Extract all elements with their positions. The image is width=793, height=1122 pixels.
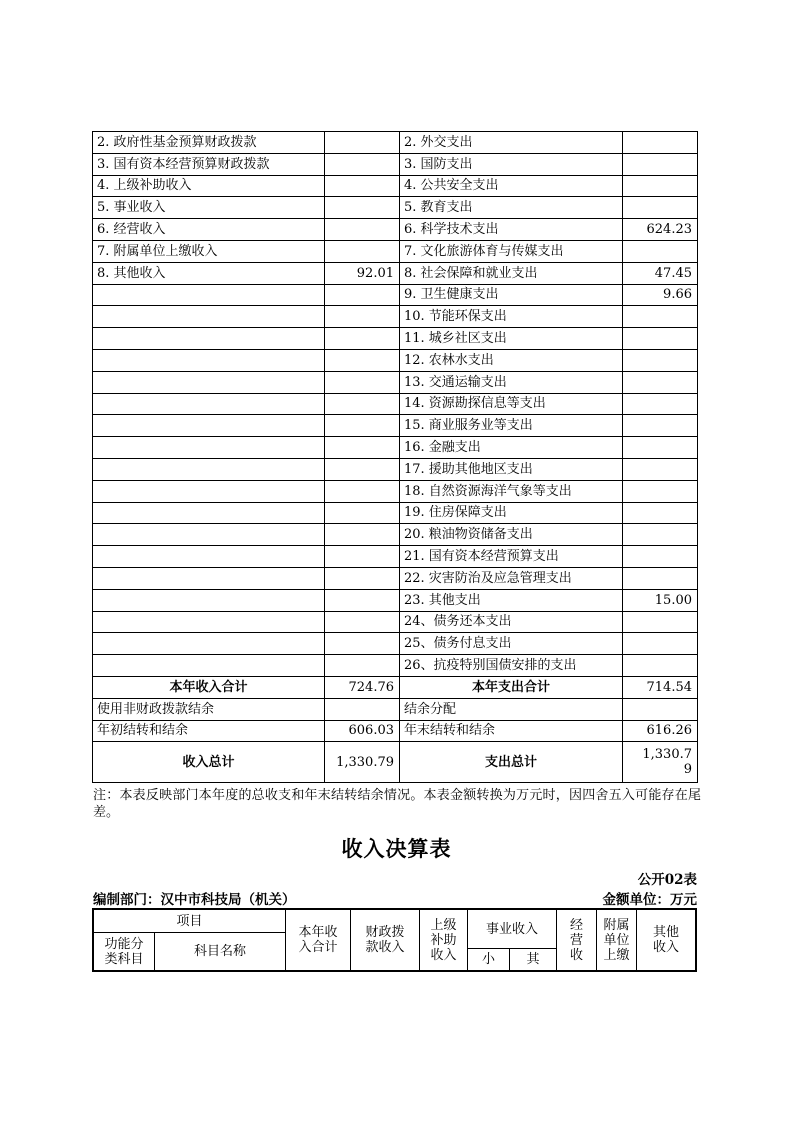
- expense-item-cell: 16. 金融支出: [400, 437, 623, 459]
- income-item-cell: [93, 567, 325, 589]
- income-value-cell: [325, 219, 400, 241]
- summary-row: [93, 480, 698, 502]
- summary-row: [93, 197, 698, 219]
- header-affiliated-remit: 附属单位上缴: [597, 910, 637, 970]
- income-value-cell: 92.01: [325, 262, 400, 284]
- carryover-begin-value: 606.03: [325, 720, 400, 742]
- expense-value-cell: [623, 328, 698, 350]
- income-value-cell: [325, 502, 400, 524]
- summary-row: [93, 240, 698, 262]
- income-item-cell: [93, 393, 325, 415]
- expense-value-cell: 624.23: [623, 219, 698, 241]
- expense-value-cell: [623, 197, 698, 219]
- expense-value-cell: [623, 611, 698, 633]
- income-value-cell: [325, 197, 400, 219]
- table-code: 公开02表: [637, 872, 697, 888]
- expense-item-cell: 20. 粮油物资储备支出: [400, 524, 623, 546]
- expense-value-cell: 15.00: [623, 589, 698, 611]
- income-value-cell: [325, 132, 400, 154]
- non-fiscal-value: [325, 698, 400, 720]
- summary-row: [93, 349, 698, 371]
- summary-row: [93, 502, 698, 524]
- expense-value-cell: [623, 371, 698, 393]
- summary-row: [93, 328, 698, 350]
- income-total-value: 1,330.79: [325, 742, 400, 783]
- expense-item-cell: 15. 商业服务业等支出: [400, 415, 623, 437]
- income-item-cell: [93, 328, 325, 350]
- income-value-cell: [325, 458, 400, 480]
- summary-table-body: [93, 132, 698, 677]
- summary-row: [93, 132, 698, 154]
- expense-total-label: 支出总计: [400, 742, 623, 783]
- summary-row: [93, 524, 698, 546]
- expense-value-cell: [623, 437, 698, 459]
- income-value-cell: [325, 524, 400, 546]
- income-value-cell: [325, 306, 400, 328]
- income-item-cell: 5. 事业收入: [93, 197, 325, 219]
- carryover-end-label: 年末结转和结余: [400, 720, 623, 742]
- income-item-cell: [93, 611, 325, 633]
- summary-table: [92, 131, 698, 783]
- expense-item-cell: 12. 农林水支出: [400, 349, 623, 371]
- summary-row: [93, 393, 698, 415]
- expense-item-cell: 6. 科学技术支出: [400, 219, 623, 241]
- header-project: 项目: [94, 910, 286, 933]
- header-subject-name: 科目名称: [155, 933, 286, 970]
- expense-item-cell: 18. 自然资源海洋气象等支出: [400, 480, 623, 502]
- income-item-cell: 4. 上级补助收入: [93, 175, 325, 197]
- summary-row: [93, 437, 698, 459]
- summary-row: [93, 371, 698, 393]
- expense-item-cell: 8. 社会保障和就业支出: [400, 262, 623, 284]
- expense-item-cell: 19. 住房保障支出: [400, 502, 623, 524]
- expense-item-cell: 17. 援助其他地区支出: [400, 458, 623, 480]
- income-value-cell: [325, 328, 400, 350]
- income-item-cell: [93, 306, 325, 328]
- carryover-row: [93, 720, 698, 742]
- income-item-cell: [93, 655, 325, 677]
- income-item-cell: [93, 502, 325, 524]
- non-fiscal-label: 使用非财政拨款结余: [93, 698, 325, 720]
- expense-value-cell: [623, 132, 698, 154]
- expense-item-cell: 14. 资源勘探信息等支出: [400, 393, 623, 415]
- summary-row: [93, 306, 698, 328]
- expense-value-cell: [623, 524, 698, 546]
- expense-item-cell: 5. 教育支出: [400, 197, 623, 219]
- header-business-income: 事业收入: [468, 910, 557, 949]
- expense-value-cell: [623, 655, 698, 677]
- income-item-cell: 2. 政府性基金预算财政拨款: [93, 132, 325, 154]
- summary-row: [93, 458, 698, 480]
- income-item-cell: 3. 国有资本经营预算财政拨款: [93, 153, 325, 175]
- income-value-cell: [325, 284, 400, 306]
- summary-row: [93, 219, 698, 241]
- expense-value-cell: [623, 546, 698, 568]
- income-value-cell: [325, 589, 400, 611]
- expense-value-cell: [623, 153, 698, 175]
- expense-item-cell: 26、抗疫特别国债安排的支出: [400, 655, 623, 677]
- expense-item-cell: 7. 文化旅游体育与传媒支出: [400, 240, 623, 262]
- income-value-cell: [325, 371, 400, 393]
- surplus-alloc-label: 结余分配: [400, 698, 623, 720]
- annual-subtotal-row: [93, 676, 698, 698]
- expense-item-cell: 22. 灾害防治及应急管理支出: [400, 567, 623, 589]
- expense-value-cell: [623, 633, 698, 655]
- income-item-cell: [93, 458, 325, 480]
- income-value-cell: [325, 567, 400, 589]
- header-operating-income: 经营收: [557, 910, 597, 970]
- expense-total-value: 1,330.79: [623, 742, 698, 783]
- expense-value-cell: [623, 502, 698, 524]
- header-sub-qi: 其: [510, 949, 557, 970]
- income-value-cell: [325, 546, 400, 568]
- expense-item-cell: 23. 其他支出: [400, 589, 623, 611]
- summary-row: [93, 546, 698, 568]
- income-item-cell: [93, 437, 325, 459]
- income-item-cell: [93, 524, 325, 546]
- summary-row: [93, 262, 698, 284]
- income-item-cell: [93, 371, 325, 393]
- income-item-cell: [93, 633, 325, 655]
- expense-value-cell: [623, 480, 698, 502]
- income-value-cell: [325, 415, 400, 437]
- expense-value-cell: [623, 415, 698, 437]
- income-value-cell: [325, 240, 400, 262]
- summary-row: [93, 175, 698, 197]
- expense-value-cell: [623, 306, 698, 328]
- summary-row: [93, 567, 698, 589]
- header-superior-subsidy: 上级补助收入: [420, 910, 468, 970]
- income-item-cell: [93, 480, 325, 502]
- summary-row: [93, 633, 698, 655]
- income-item-cell: 8. 其他收入: [93, 262, 325, 284]
- expense-value-cell: [623, 349, 698, 371]
- income-item-cell: [93, 546, 325, 568]
- expense-value-cell: [623, 175, 698, 197]
- table-footnote: 注：本表反映部门本年度的总收支和年末结转结余情况。本表金额转换为万元时，因四舍五入可能存在尾差。: [93, 788, 701, 820]
- page-title: 收入决算表: [341, 836, 452, 861]
- expense-item-cell: 24、债务还本支出: [400, 611, 623, 633]
- summary-row: [93, 153, 698, 175]
- income-subtotal-value: 724.76: [325, 676, 400, 698]
- surplus-alloc-value: [623, 698, 698, 720]
- header-fiscal-approp: 财政拨款收入: [351, 910, 420, 970]
- expense-item-cell: 2. 外交支出: [400, 132, 623, 154]
- carryover-begin-label: 年初结转和结余: [93, 720, 325, 742]
- expense-subtotal-value: 714.54: [623, 676, 698, 698]
- income-value-cell: [325, 349, 400, 371]
- expense-item-cell: 13. 交通运输支出: [400, 371, 623, 393]
- income-value-cell: [325, 611, 400, 633]
- expense-value-cell: [623, 240, 698, 262]
- summary-row: [93, 655, 698, 677]
- summary-row: [93, 589, 698, 611]
- summary-row: [93, 415, 698, 437]
- expense-value-cell: [623, 458, 698, 480]
- expense-value-cell: [623, 567, 698, 589]
- expense-item-cell: 21. 国有资本经营预算支出: [400, 546, 623, 568]
- meta-line: [93, 888, 697, 908]
- income-value-cell: [325, 175, 400, 197]
- grand-total-row: [93, 742, 698, 783]
- amount-unit: 金额单位：万元: [602, 892, 697, 908]
- income-value-cell: [325, 393, 400, 415]
- income-value-cell: [325, 655, 400, 677]
- income-subtotal-label: 本年收入合计: [93, 676, 325, 698]
- expense-item-cell: 10. 节能环保支出: [400, 306, 623, 328]
- expense-item-cell: 25、债务付息支出: [400, 633, 623, 655]
- income-item-cell: [93, 349, 325, 371]
- expense-item-cell: 9. 卫生健康支出: [400, 284, 623, 306]
- expense-item-cell: 11. 城乡社区支出: [400, 328, 623, 350]
- header-sub-small: 小: [468, 949, 510, 970]
- expense-item-cell: 4. 公共安全支出: [400, 175, 623, 197]
- income-table-header: [92, 908, 697, 972]
- income-value-cell: [325, 633, 400, 655]
- income-item-cell: 7. 附属单位上缴收入: [93, 240, 325, 262]
- summary-row: [93, 611, 698, 633]
- expense-subtotal-label: 本年支出合计: [400, 676, 623, 698]
- income-item-cell: [93, 589, 325, 611]
- income-value-cell: [325, 437, 400, 459]
- income-value-cell: [325, 153, 400, 175]
- expense-item-cell: 3. 国防支出: [400, 153, 623, 175]
- header-annual-total: 本年收入合计: [286, 910, 351, 970]
- header-func-class: 功能分类科目: [94, 933, 155, 970]
- income-total-label: 收入总计: [93, 742, 325, 783]
- expense-value-cell: 47.45: [623, 262, 698, 284]
- carryover-end-value: 616.26: [623, 720, 698, 742]
- income-item-cell: 6. 经营收入: [93, 219, 325, 241]
- non-fiscal-row: [93, 698, 698, 720]
- income-item-cell: [93, 415, 325, 437]
- expense-value-cell: [623, 393, 698, 415]
- income-item-cell: [93, 284, 325, 306]
- prepared-by: 编制部门：汉中市科技局（机关）: [93, 892, 296, 908]
- expense-value-cell: 9.66: [623, 284, 698, 306]
- summary-row: [93, 284, 698, 306]
- header-other-income: 其他收入: [652, 925, 679, 955]
- income-value-cell: [325, 480, 400, 502]
